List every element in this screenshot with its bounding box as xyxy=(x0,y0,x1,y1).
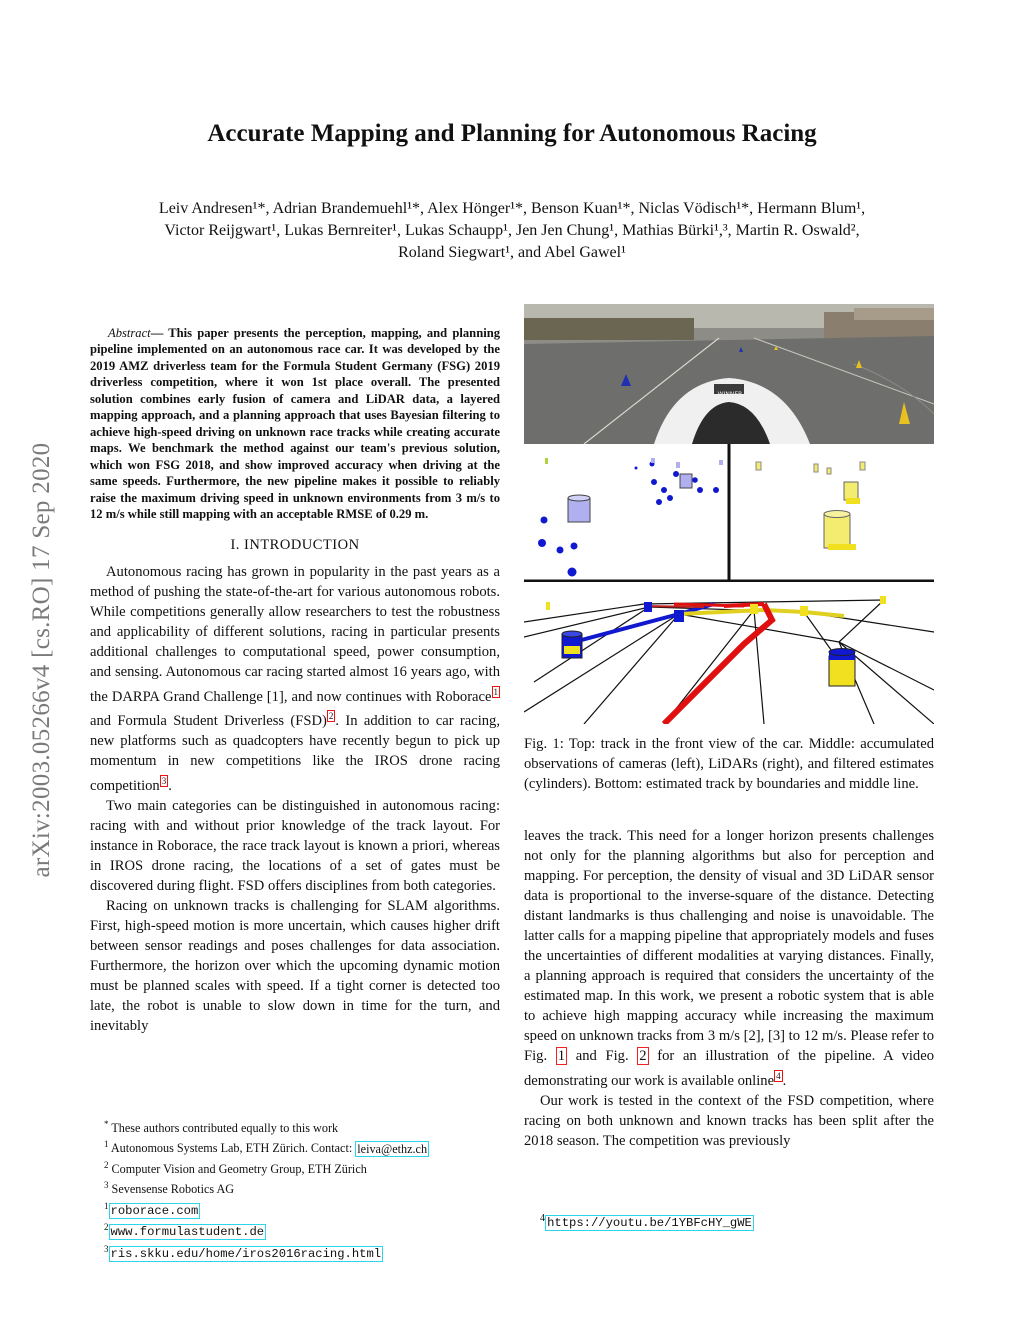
body-text: . xyxy=(782,1072,787,1089)
section-heading-introduction: I. INTRODUCTION xyxy=(230,536,360,553)
footnote-text: Autonomous Systems Lab, ETH Zürich. Contact: xyxy=(110,1141,356,1156)
abstract xyxy=(90,325,500,523)
right-column xyxy=(524,826,934,1151)
intro-text: . xyxy=(168,778,172,795)
intro-text: . In addition to car racing, new platforms such as quadcopters have recently begun to pick up momentum in new competitions like the IROS drone racing competition xyxy=(90,713,500,795)
arxiv-sidebar-stamp xyxy=(12,350,72,970)
footnote-url-4: $^4$ https://youtu.be/1YBFcHY_gWE xyxy=(540,1213,752,1231)
right-paragraph-1 xyxy=(524,826,934,1091)
author-list xyxy=(80,198,944,264)
body-text: leaves the track. This need for a longer horizon presents challenges not only for the planning algorithms but also for perception and mapping. For perception, the density of visual and 3D LiDAR sensor data is proportional to the inverse-square of the distance. Detecting distant landmarks is thus challenging and noise is unavoidable. The latter calls for a mapping pipeline that appropriately models and fuses the uncertainties of different modalities at varying distances. Finally, a planning approach is required that considers the uncertainty of the estimated map. In this work, we present a robotic system that is able to achieve high mapping accuracy while increasing the maximum speed on unknown tracks from 3 m/s [2], [3] to 12 m/s. Please refer to Fig. xyxy=(524,828,934,1064)
footnote-link-4[interactable]: 4 xyxy=(776,1071,781,1081)
footnote-link-3[interactable]: 3 xyxy=(161,776,167,787)
figure-estimated-track xyxy=(524,582,934,724)
right-paragraph-2: Our work is tested in the context of the FSD competition, where racing on both unknown and known tracks has been split after the 2018 season. The competition was previously xyxy=(524,1092,934,1149)
figure-sensor-observations xyxy=(524,444,934,582)
author-line-3: Roland Siegwart¹, and Abel Gawel¹ xyxy=(398,244,626,261)
footnote-affiliation-2: $^2$ Computer Vision and Geometry Group, ETH Zürich xyxy=(104,1159,367,1176)
footnote-affiliation-3: $^3$ Sevensense Robotics AG xyxy=(104,1180,235,1197)
intro-text: and Formula Student Driverless (FSD) xyxy=(90,713,327,730)
arxiv-id: arXiv:2003.05266v4 [cs.RO] 17 Sep 2020 xyxy=(28,442,55,878)
author-line-2: Victor Reijgwart¹, Lukas Bernreiter¹, Lukas Schaupp¹, Jen Jen Chung¹, Mathias Bürki¹,³, Martin R. Oswald², xyxy=(164,222,860,239)
formulastudent-link[interactable]: www.formulastudent.de xyxy=(110,1225,265,1240)
iros-racing-link[interactable]: ris.skku.edu/home/iros2016racing.html xyxy=(110,1246,382,1261)
footnote-link-1[interactable]: 1 xyxy=(493,686,498,697)
footnote-url-3: $^3$ ris.skku.edu/home/iros2016racing.html xyxy=(104,1243,382,1261)
paper-title: Accurate Mapping and Planning for Autonomous Racing xyxy=(207,120,817,147)
body-text: for an illustration of the pipeline. A video demonstrating our work is available online xyxy=(524,1048,934,1089)
figure-1 xyxy=(524,304,934,724)
author-line-1: Leiv Andresen¹*, Adrian Brandemuehl¹*, Alex Hönger¹*, Benson Kuan¹*, Niclas Vödisch¹*, Hermann Blum¹, xyxy=(158,200,866,217)
figure-1-caption: Fig. 1: Top: track in the front view of the car. Middle: accumulated observations of cameras (left), LiDARs (right), and filtered estimates (cylinders). Bottom: estimated track by boundaries and middle line. xyxy=(524,736,934,792)
footnote-equal-contribution: * These authors contributed equally to this work xyxy=(104,1119,339,1136)
footnote-text: Computer Vision and Geometry Group, ETH Zürich xyxy=(111,1162,367,1176)
footnote-url-2: $^2$ www.formulastudent.de xyxy=(104,1222,265,1240)
figure-ref-1[interactable]: 1 xyxy=(557,1048,566,1064)
figure-ref-2[interactable]: 2 xyxy=(639,1048,647,1064)
footnote-text: Sevensense Robotics AG xyxy=(111,1182,235,1197)
car-nose-logo: WINNER xyxy=(717,391,743,398)
footnote-affiliation-1: $^1$ Autonomous Systems Lab, ETH Zürich. Contact: leiva@ethz.ch xyxy=(104,1139,428,1156)
footnote-link-2[interactable]: 2 xyxy=(328,711,334,722)
intro-text: Autonomous racing has grown in popularity in the past years as a method of pushing the state-of-the-art for various autonomous robots. While competitions generally allow researchers to test the robustness and applicability of different solutions, racing in particular presents additional challenges to computational speed, power consumption, and sensing. Autonomous car racing started almost 16 years ago, with the DARPA Grand Challenge [1], and now continues with Roborace xyxy=(90,563,500,705)
youtube-video-link[interactable]: https://youtu.be/1YBFcHY_gWE xyxy=(547,1216,752,1231)
intro-paragraph-1 xyxy=(90,562,500,797)
figure-front-camera-view xyxy=(524,304,934,444)
left-column xyxy=(90,312,500,1036)
intro-paragraph-2: Two main categories can be distinguished in autonomous racing: racing with and without prior knowledge of the track layout. For instance in Roborace, the race track layout is known a priori, whereas in IROS drone racing, the locations of a set of gates must be discovered during flight. FSD offers disciplines from both categories. xyxy=(90,798,500,895)
abstract-label: Abstract xyxy=(108,325,151,340)
intro-paragraph-3: Racing on unknown tracks is challenging for SLAM algorithms. First, high-speed motion is more uncertain, which causes higher drift between sensor readings and poses challenges for data association. Furthermore, the horizon over which the upcoming dynamic motion must be planned scales with speed. If a tight corner is detected too late, the robot is unable to slow down in time for the turn, and inevitably xyxy=(90,898,500,1035)
roborace-link[interactable]: roborace.com xyxy=(110,1203,199,1218)
body-text: and Fig. xyxy=(567,1048,638,1064)
abstract-text: — This paper presents the perception, mapping, and planning pipeline implemented on an autonomous race car. It was developed by the 2019 AMZ driverless team for the Formula Student Germany (FSG) 2019 driverless competition, where it won 1st place overall. The presented solution combines early fusion of camera and LiDAR data, a layered mapping approach, and a planning approach that uses Bayesian filtering to achieve high-speed driving on unknown race tracks while creating accurate maps. We benchmark the method against our team's previous solution, which won FSG 2018, and show improved accuracy when driving at the same speeds. Furthermore, the new pipeline makes it possible to reliably raise the maximum driving speed in unknown environments from 3 m/s to 12 m/s while still mapping with an acceptable RMSE of 0.29 m. xyxy=(90,325,500,522)
footnote-url-1: $^1$ roborace.com xyxy=(104,1200,199,1218)
footnote-text: These authors contributed equally to this work xyxy=(111,1121,339,1136)
footnotes xyxy=(104,1116,484,1262)
contact-email-link[interactable]: leiva@ethz.ch xyxy=(357,1141,428,1156)
